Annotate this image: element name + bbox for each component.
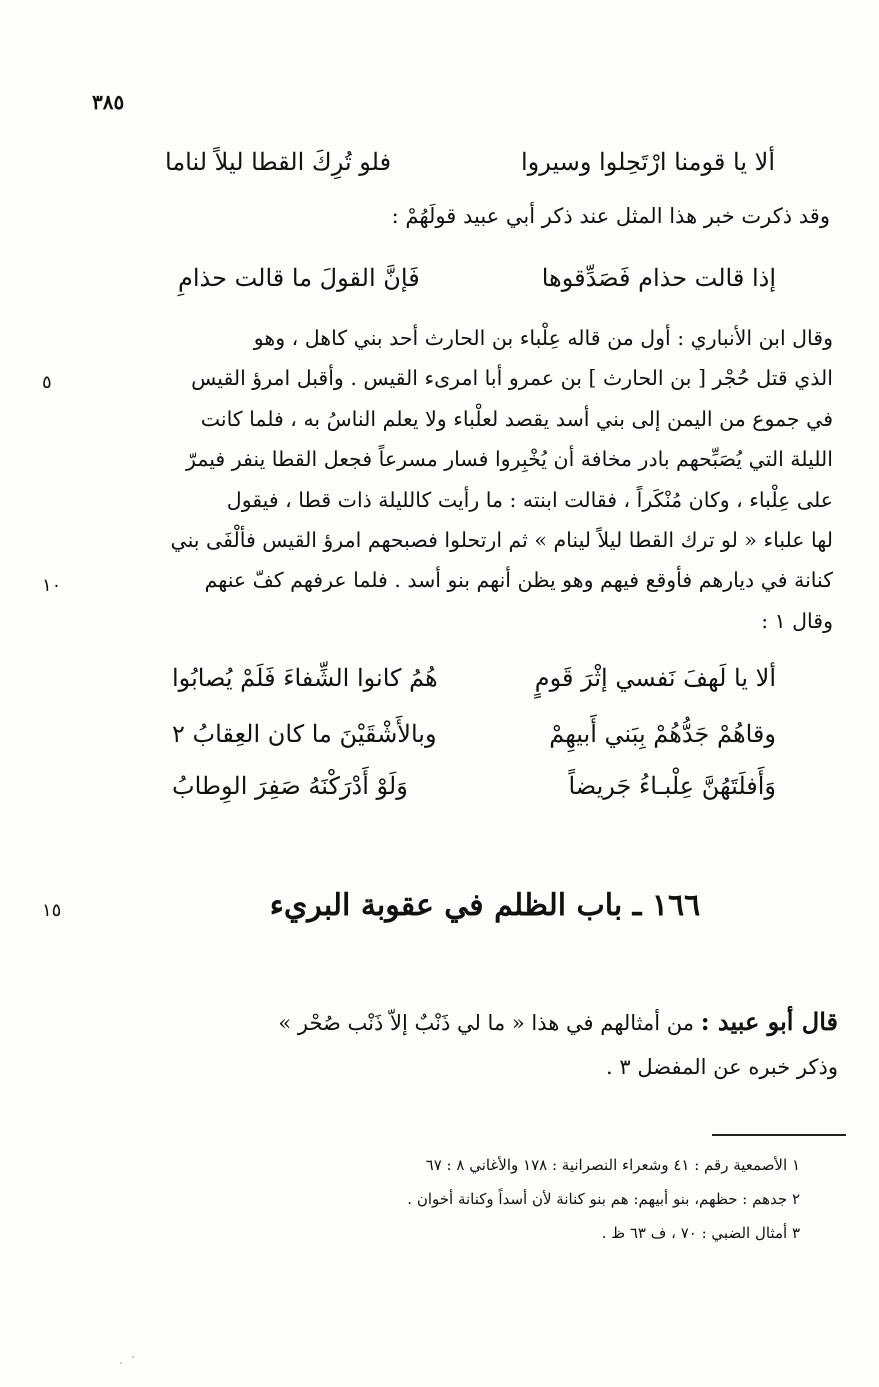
footnote: ٢ جدهم : حظهم، بنو أبيهم: هم بنو كنانة لأن أسداً وكنانة أخوان . (407, 1190, 800, 1208)
opening-verse (165, 148, 775, 176)
speaker-name: قال أبو عبيد : (700, 1007, 838, 1036)
intro-line: وقد ذكرت خبر هذا المثل عند ذكر أبي عبيد قولَهُمْ : (391, 204, 830, 228)
scan-speck (120, 1362, 122, 1364)
story-line: وقال ابن الأنباري : أول من قاله عِلْباء بن الحارث أحد بني كاهل ، وهو (253, 326, 833, 350)
poem-verse (172, 664, 776, 692)
margin-line-number: ٥ (42, 372, 52, 393)
chapter-heading: ١٦٦ ـ باب الظلم في عقوبة البريء (269, 888, 701, 923)
footnotes (280, 1148, 800, 1250)
story-line: الليلة التي يُصَبِّحهم بادر مخافة أن يُخْبِروا فسار مسرعاً فجعل القطا ينفر فيمرّ (186, 447, 833, 472)
verse-hemistich-left: فَإنَّ القولَ ما قالت حذامِ (178, 264, 420, 292)
verse-hemistich-right: وقاهُمْ جَدُّهُمْ بِبَني أَبيهِمْ (549, 720, 776, 748)
story-line: الذي قتل حُجْر [ بن الحارث ] بن عمرو أبا امرىء القيس . وأقبل امرؤ القيس (191, 366, 833, 391)
footnote-divider (712, 1134, 846, 1136)
scan-speck (132, 1356, 134, 1358)
poem-verse (172, 772, 776, 800)
proverb-text: من أمثالهم في هذا « ما لي ذَنْبٌ إلاّ ذَنْب صُحْر » (278, 1011, 695, 1035)
margin-line-number: ١٠ (42, 575, 62, 596)
margin-line-number: ١٥ (42, 900, 62, 921)
verse-hemistich-right: وَأَفلَتَهُنَّ عِلْبـاءُ جَريضاً (568, 772, 776, 800)
closing-line: وذكر خبره عن المفضل ٣ . (606, 1055, 838, 1079)
story-line: على عِلْباء ، وكان مُنْكَراً ، فقالت ابنته : ما رأيت كالليلة ذات قطا ، فيقول (226, 487, 833, 512)
verse-hemistich-left: وبالأَشْقَيْنَ ما كان العِقابُ ٢ (172, 720, 437, 748)
footnote: ٣ أمثال الضبي : ٧٠ ، ف ٦٣ ظ . (601, 1224, 800, 1242)
verse-hemistich-left: وَلَوْ أَدْرَكْنَهُ صَفِرَ الوِطابُ (172, 772, 408, 800)
story-paragraph (108, 318, 833, 641)
verse-hemistich-right: ألا يا قومنا ارْتَحِلوا وسيروا (520, 148, 775, 176)
story-line: في جموع من اليمن إلى بني أسد يقصد لعلْباء ولا يعلم الناسُ به ، فلما كانت (200, 406, 833, 431)
proverb-verse (178, 264, 776, 292)
verse-hemistich-right: ألا يا لَهفَ نَفسي إثْرَ قَومٍ (534, 664, 776, 692)
verse-hemistich-right: إذا قالت حذام فَصَدِّقوها (541, 264, 776, 292)
poem-verse (172, 720, 776, 748)
story-line: لها علباء « لو ترك القطا ليلاً لينام » ثم ارتحلوا فصبحهم امرؤ القيس فألْفَى بني (170, 528, 833, 553)
page-number: ٣٨٥ (92, 90, 125, 114)
story-line: كنانة في ديارهم فأوقع فيهم وهو يظن أنهم بنو أسد . فلما عرفهم كفّ عنهم (204, 568, 833, 593)
closing-line (108, 1000, 838, 1045)
closing-paragraph (108, 1000, 838, 1089)
story-line: وقال ١ : (761, 608, 833, 633)
verse-hemistich-left: فلو تُرِكَ القطا ليلاً لناما (165, 148, 392, 176)
verse-hemistich-left: هُمُ كانوا الشِّفاءَ فَلَمْ يُصابُوا (172, 664, 438, 692)
footnote: ١ الأصمعية رقم : ٤١ وشعراء النصرانية : ١٧٨ والأغاني ٨ : ٦٧ (425, 1156, 800, 1174)
